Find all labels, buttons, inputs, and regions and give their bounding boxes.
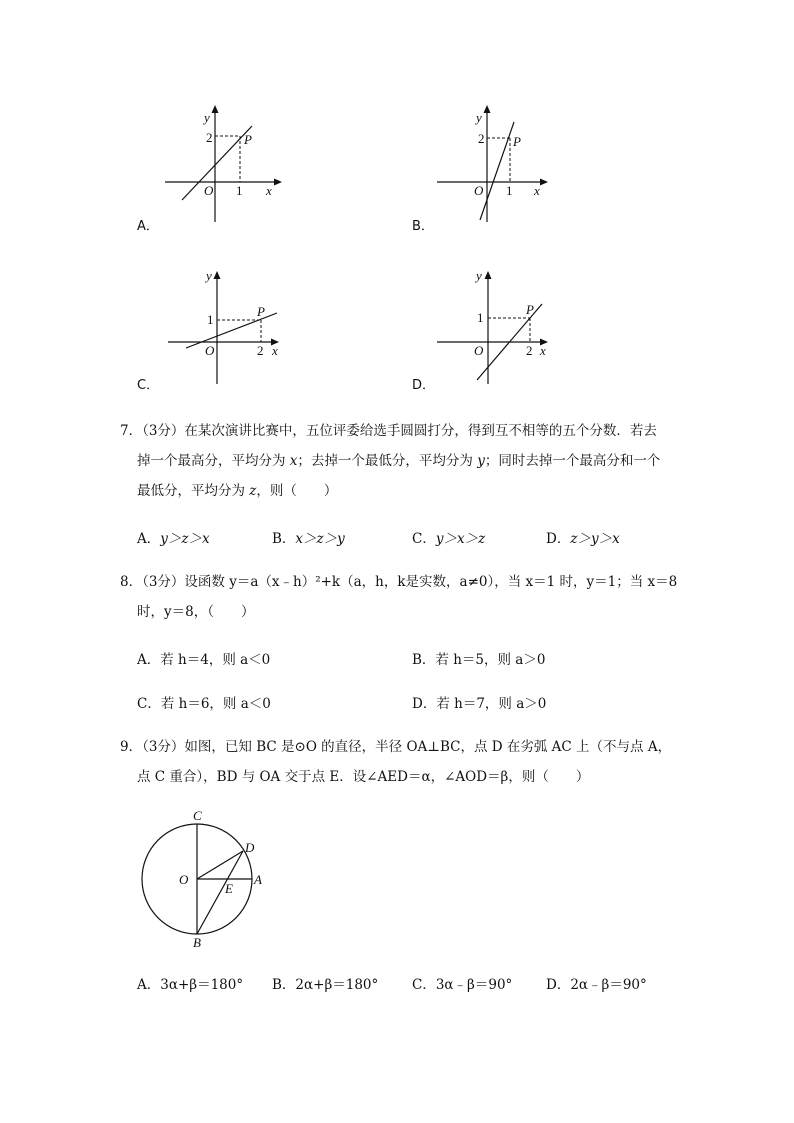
q7-text: ，则（ ） <box>256 483 338 499</box>
graph-option-c <box>160 262 290 392</box>
option-text: 3α+β＝180° <box>160 977 244 993</box>
y-axis-arrow <box>485 271 492 279</box>
tick-label-y: 2 <box>206 130 213 145</box>
option-label: A． <box>137 977 161 993</box>
option-b-label: B． <box>412 219 434 234</box>
point-label-p: P <box>244 132 252 147</box>
q8-option-c[interactable] <box>137 692 271 712</box>
q7-option-b[interactable] <box>272 527 345 547</box>
option-text: 2α﹣β＝90° <box>570 977 647 993</box>
axis-label-x: x <box>272 343 278 358</box>
option-text: 若 h＝7，则 a＞0 <box>436 696 547 712</box>
option-label: A． <box>137 652 161 668</box>
q8-option-b[interactable] <box>412 648 545 668</box>
origin-label: O <box>474 343 484 358</box>
q7-option-a[interactable] <box>137 527 210 547</box>
option-label: C． <box>412 977 436 993</box>
option-d-label: D． <box>412 378 436 393</box>
option-label: C． <box>137 696 161 712</box>
option-expr: x＞z＞y <box>295 531 345 547</box>
q8-option-d[interactable] <box>412 692 546 712</box>
graph-option-d <box>432 262 562 392</box>
q9-option-b[interactable] <box>272 973 378 993</box>
q9-line2: 点 C 重合），BD 与 OA 交于点 E．设∠AED＝α，∠AOD＝β，则（ ） <box>137 769 590 785</box>
q7-option-d[interactable] <box>546 527 620 547</box>
option-expr: z＞y＞x <box>570 531 620 547</box>
q7-line3 <box>137 481 337 501</box>
q7-text: ；去掉一个最低分，平均分为 <box>297 453 478 469</box>
circle-figure <box>135 805 275 955</box>
q7-var-z: z <box>249 483 257 499</box>
axis-label-y: y <box>204 110 210 125</box>
axis-label-x: x <box>266 183 272 198</box>
option-label: D． <box>412 696 437 712</box>
label-o: O <box>179 872 189 887</box>
axis-label-x: x <box>540 343 546 358</box>
label-a: A <box>254 872 262 887</box>
axis-label-y: y <box>206 268 212 283</box>
option-text: 3α﹣β＝90° <box>435 977 513 993</box>
option-expr: y＞x＞z <box>435 531 486 547</box>
q8-option-a[interactable] <box>137 648 270 668</box>
option-text: 若 h＝4，则 a＜0 <box>160 652 271 668</box>
q7-line2 <box>137 451 660 471</box>
q7-line1: 7．（3分）在某次演讲比赛中，五位评委给选手圆圆打分，得到互不相等的五个分数．若去 <box>120 423 657 439</box>
option-text: 若 h＝5，则 a＞0 <box>435 652 546 668</box>
x-axis-arrow <box>274 179 282 186</box>
q7-option-c[interactable] <box>412 527 485 547</box>
q7-var-x: x <box>289 453 298 469</box>
y-axis-arrow <box>214 271 221 279</box>
tick-label-y: 1 <box>477 310 484 325</box>
x-axis-arrow <box>540 179 548 186</box>
label-e: E <box>225 881 233 896</box>
q7-text: 掉一个最高分，平均分为 <box>137 453 290 469</box>
axis-label-x: x <box>534 183 540 198</box>
y-axis-arrow <box>484 105 491 113</box>
q9-option-d[interactable] <box>546 973 647 993</box>
tick-label-y: 2 <box>478 131 485 146</box>
option-a-label: A． <box>137 219 159 234</box>
axis-label-y: y <box>476 110 482 125</box>
option-label: C． <box>412 531 436 547</box>
option-label: D． <box>546 977 571 993</box>
option-expr: y＞z＞x <box>160 531 210 547</box>
option-text: 2α+β＝180° <box>295 977 379 993</box>
graph-option-b <box>432 100 562 230</box>
option-label: D． <box>546 531 571 547</box>
option-text: 若 h＝6，则 a＜0 <box>160 696 271 712</box>
origin-label: O <box>204 183 214 198</box>
option-label: B． <box>272 531 296 547</box>
chord-bd <box>197 851 243 934</box>
q7-var-y: y <box>477 453 485 469</box>
q8-line2: 时，y＝8，（ ） <box>137 604 255 620</box>
segment-od <box>197 851 243 879</box>
point-label-p: P <box>513 134 521 149</box>
graph-option-a <box>160 100 290 230</box>
point-label-p: P <box>526 302 534 317</box>
tick-label-x: 2 <box>526 343 533 358</box>
tick-label-x: 2 <box>257 343 264 358</box>
origin-label: O <box>205 343 215 358</box>
label-c: C <box>193 808 202 823</box>
q8-line1: 8．（3分）设函数 y＝a（x﹣h）²+k（a，h，k是实数，a≠0），当 x＝1 时，y＝1；当 x＝8 <box>120 574 678 590</box>
label-b: B <box>193 935 201 950</box>
q7-text: ；同时去掉一个最高分和一个 <box>484 453 661 469</box>
point-label-p: P <box>257 304 265 319</box>
tick-label-x: 1 <box>236 183 243 198</box>
tick-label-y: 1 <box>207 312 214 327</box>
option-label: A． <box>137 531 161 547</box>
axis-label-y: y <box>476 268 482 283</box>
option-label: B． <box>412 652 436 668</box>
q7-text: 最低分，平均分为 <box>137 483 250 499</box>
y-axis-arrow <box>212 105 219 113</box>
q9-option-c[interactable] <box>412 973 512 993</box>
q9-line1: 9．（3分）如图，已知 BC 是⊙O 的直径，半径 OA⊥BC，点 D 在劣弧 AC 上（不与点 A， <box>120 739 672 755</box>
label-d: D <box>245 840 255 855</box>
origin-label: O <box>474 183 484 198</box>
option-label: B． <box>272 977 296 993</box>
option-c-label: C． <box>137 378 160 393</box>
q9-option-a[interactable] <box>137 973 243 993</box>
function-line <box>480 122 514 220</box>
tick-label-x: 1 <box>506 183 513 198</box>
